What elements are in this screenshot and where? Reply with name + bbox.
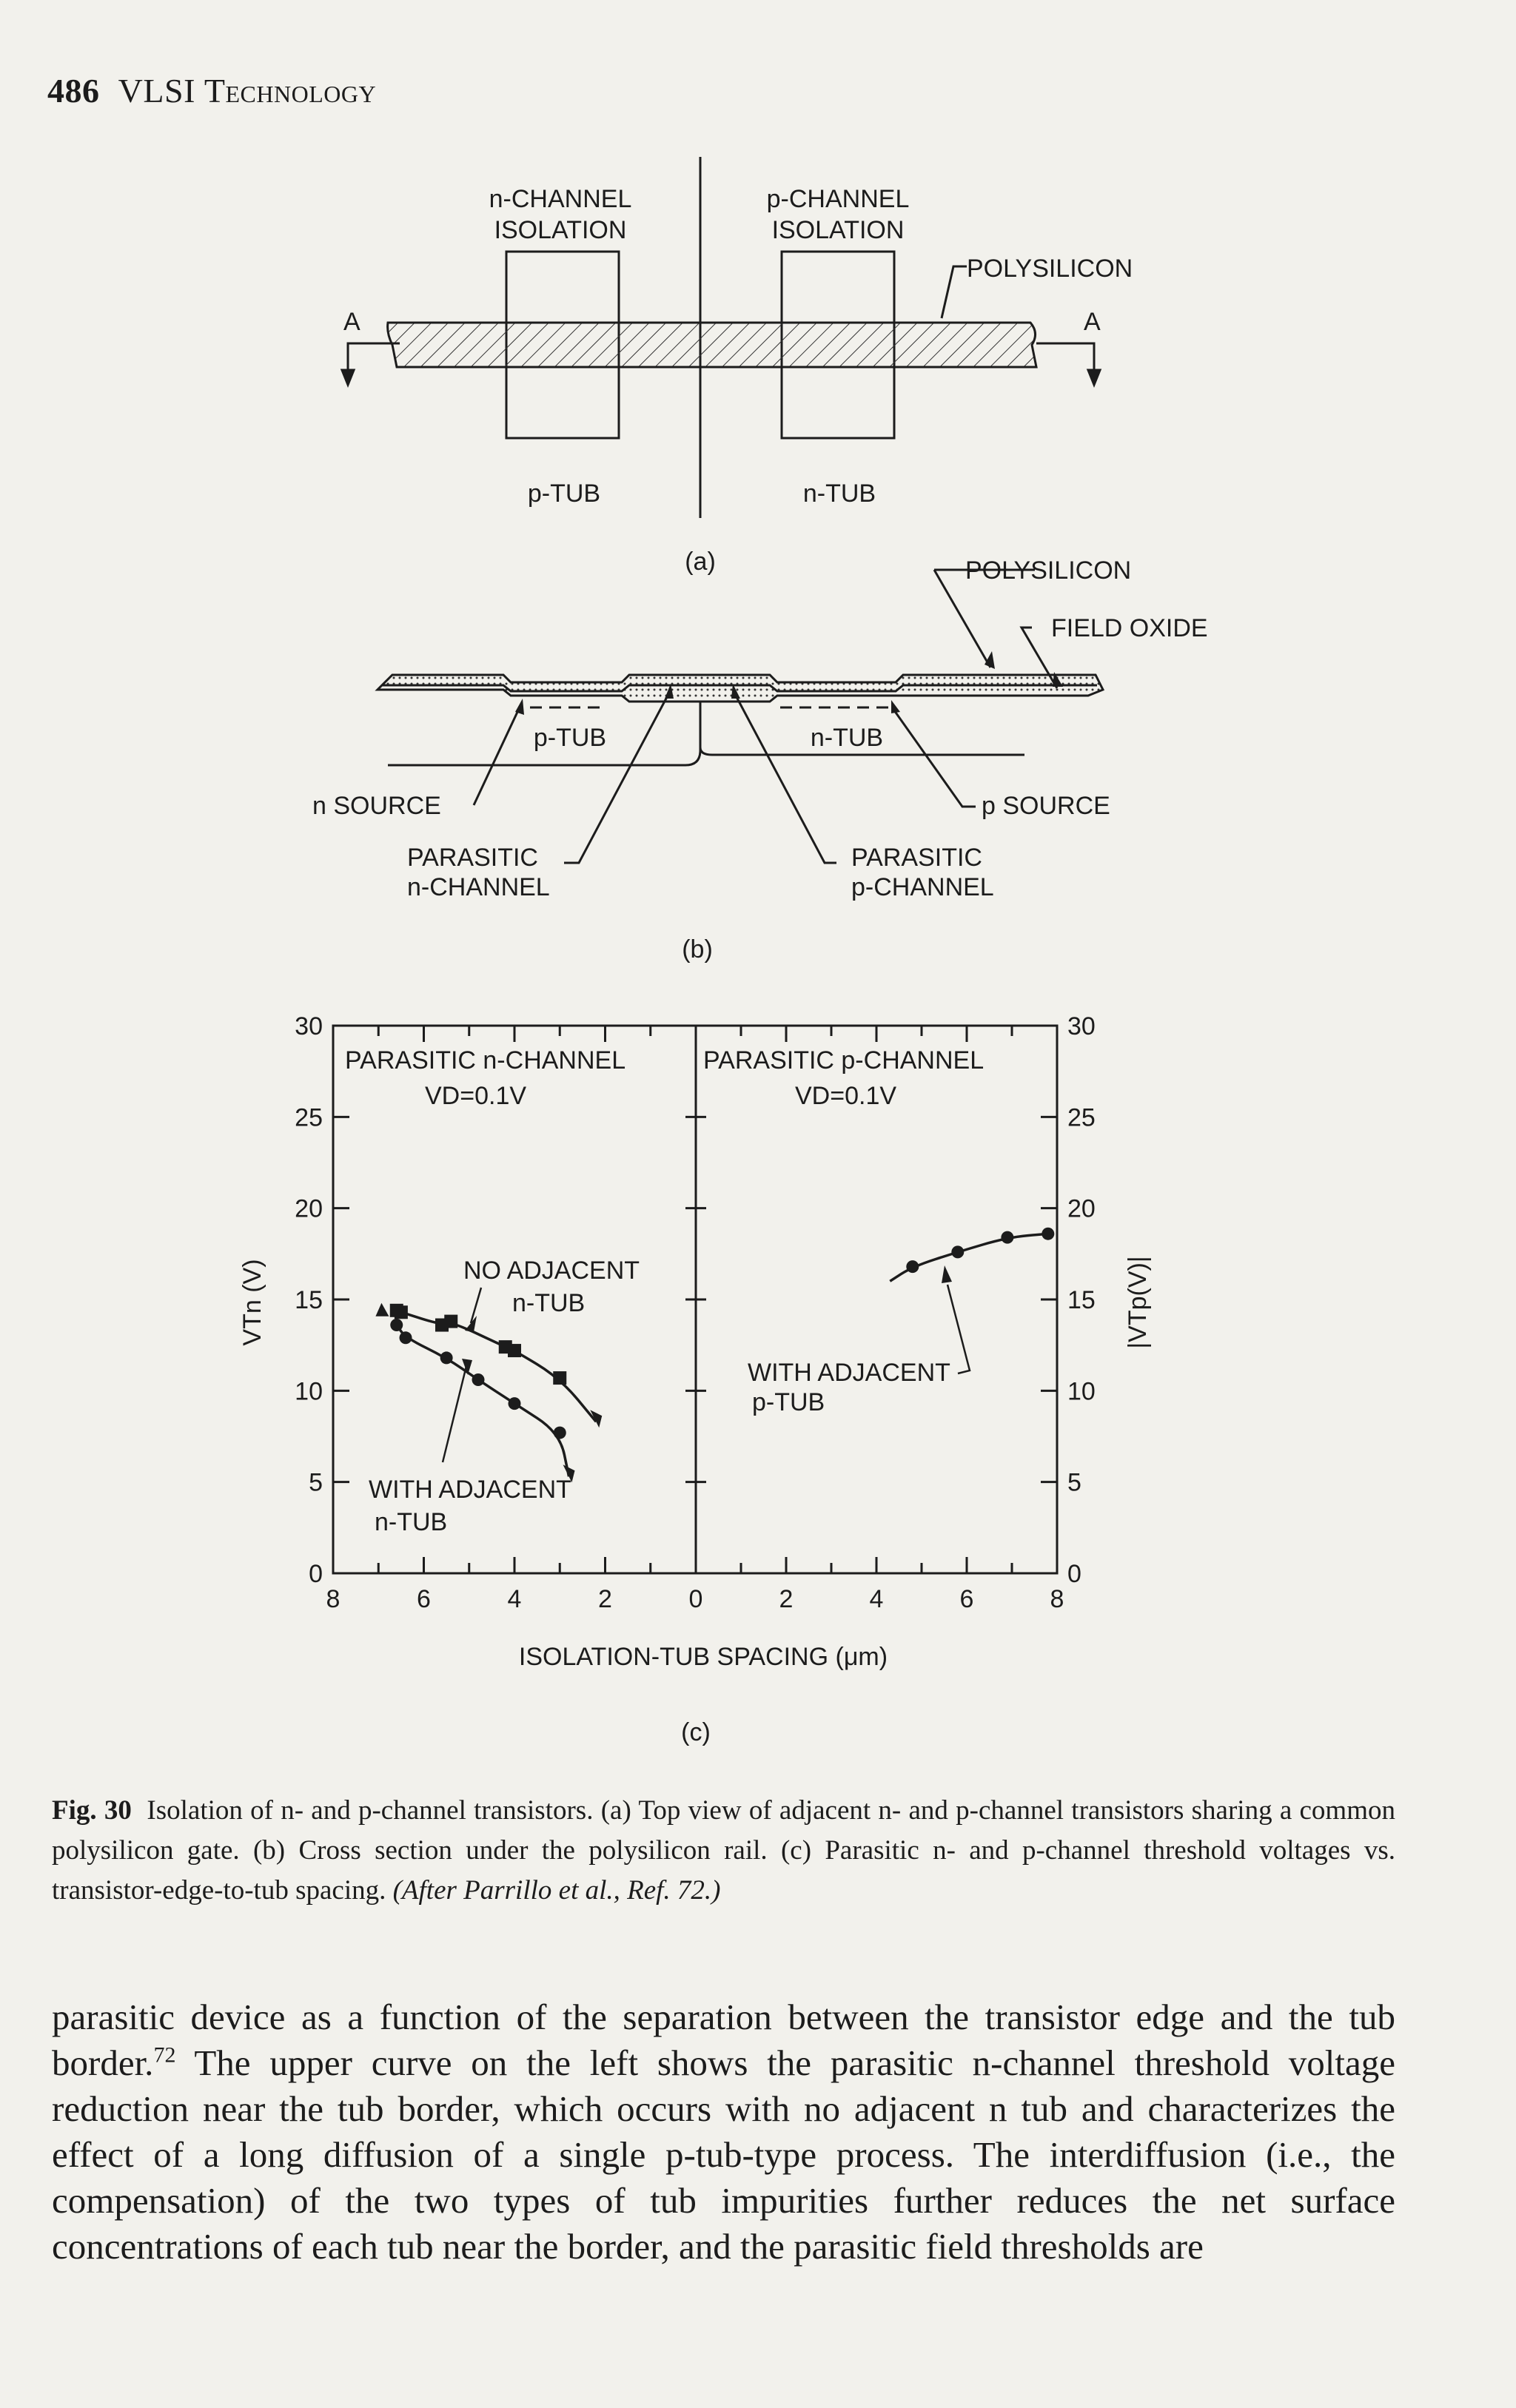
caption-text: Isolation of n- and p-channel transistors. (a) Top view of adjacent n- and p-channel transistors sharing a common polysilicon gate. (b) Cross section under the polysilicon rail. (c) Parasitic n- and p-channel threshold voltages vs. transistor-edge-to-tub spacing.: [52, 1795, 1395, 1906]
running-title-prefix: VLSI: [118, 72, 195, 110]
panel-a-labels: [343, 185, 1133, 576]
annotation-no-adjacent-1: NO ADJACENT: [463, 1257, 640, 1285]
section-marker-right: A: [1084, 308, 1101, 336]
right-x-tick-label: 2: [779, 1585, 794, 1613]
panel-c-chart: [238, 1012, 1152, 1746]
right-x-tick-label: 6: [959, 1585, 974, 1613]
data-point-triangle: [375, 1303, 389, 1316]
curve-end-arrow: [590, 1410, 602, 1427]
parasitic-p-leader: [736, 696, 836, 863]
data-point-circle: [906, 1260, 919, 1273]
x-axis-label: ISOLATION-TUB SPACING (μm): [518, 1643, 888, 1671]
data-point-circle: [1042, 1228, 1054, 1240]
data-point-circle: [400, 1331, 412, 1344]
n-tub-label-b: n-TUB: [810, 724, 884, 752]
section-a-right-arrow: [1088, 370, 1100, 385]
right-y-tick-label: 30: [1067, 1012, 1096, 1040]
p-tub-label-b: p-TUB: [533, 724, 607, 752]
parasitic-p-label-1: PARASITIC: [851, 844, 982, 872]
polysilicon-rail: [388, 323, 1036, 367]
polysilicon-label-b: POLYSILICON: [965, 556, 1132, 585]
caption-source: (After Parrillo et al., Ref. 72.): [392, 1875, 721, 1906]
panel-c-label: (c): [681, 1718, 711, 1746]
body-paragraph: [52, 1994, 1395, 2270]
data-point-circle: [472, 1373, 485, 1386]
data-point-square: [553, 1371, 566, 1385]
data-point-circle: [1001, 1231, 1013, 1244]
parasitic-n-label-1: PARASITIC: [407, 844, 538, 872]
data-point-circle: [554, 1427, 566, 1439]
page-number: 486: [47, 72, 100, 110]
fit-curve-left-1: [397, 1325, 569, 1477]
left-chart-title: PARASITIC n-CHANNEL: [345, 1046, 626, 1074]
panel-a-label: (a): [685, 548, 716, 576]
field-oxide-layer: [378, 675, 1103, 702]
n-channel-isolation-label-1: n-CHANNEL: [489, 185, 632, 213]
body-text-start: parasitic device as a function of the separation between the transistor edge and the tub border.: [52, 1997, 1395, 2083]
left-x-tick-label: 2: [598, 1585, 612, 1613]
right-y-tick-label: 20: [1067, 1194, 1096, 1223]
left-y-tick-label: 0: [309, 1560, 323, 1588]
left-y-tick-label: 30: [295, 1012, 323, 1040]
left-y-tick-label: 5: [309, 1468, 323, 1497]
data-point-circle: [440, 1351, 453, 1364]
parasitic-n-label-2: n-CHANNEL: [407, 873, 550, 901]
right-x-tick-label: 8: [1050, 1585, 1064, 1613]
p-tub-label-a: p-TUB: [527, 480, 601, 508]
field-oxide-label: FIELD OXIDE: [1051, 614, 1208, 642]
right-y-tick-label: 15: [1067, 1286, 1096, 1314]
right-y-tick-label: 5: [1067, 1468, 1081, 1497]
data-point-circle: [509, 1397, 521, 1410]
section-marker-left: A: [343, 308, 360, 336]
right-x-tick-label: 4: [869, 1585, 884, 1613]
data-point-square: [395, 1305, 408, 1319]
right-y-axis-label: |VTp(V)|: [1124, 1256, 1152, 1349]
parasitic-p-label-2: p-CHANNEL: [851, 873, 994, 901]
n-channel-isolation-label-2: ISOLATION: [494, 216, 627, 244]
left-y-tick-label: 10: [295, 1377, 323, 1406]
polysilicon-label-a: POLYSILICON: [967, 255, 1133, 283]
panel-b-labels: [312, 556, 1208, 963]
left-y-axis-label: VTn (V): [238, 1259, 266, 1346]
caption-fig-label: Fig. 30: [52, 1795, 132, 1826]
right-y-tick-label: 10: [1067, 1377, 1096, 1406]
reference-superscript: 72: [153, 2042, 176, 2068]
panel-b-label: (b): [682, 935, 713, 963]
n-source-leader: [474, 710, 518, 805]
data-point-circle: [951, 1245, 964, 1258]
annotation-with-adjacent-p-2: p-TUB: [752, 1388, 825, 1416]
p-source-label: p SOURCE: [982, 792, 1110, 820]
section-a-right-line: [1036, 343, 1094, 376]
data-point-circle: [390, 1319, 403, 1331]
right-y-tick-label: 0: [1067, 1560, 1081, 1588]
p-source-leader: [894, 710, 976, 807]
running-title-word: Technology: [204, 72, 377, 110]
figure-caption: [52, 1791, 1395, 1911]
left-x-tick-label: 4: [507, 1585, 522, 1613]
left-y-tick-label: 20: [295, 1194, 323, 1223]
fit-curve-left-0: [397, 1311, 597, 1422]
annotation-with-adjacent-p-1: WITH ADJACENT: [748, 1359, 950, 1387]
section-a-left-arrow: [342, 370, 354, 385]
with-adjacent-n-leader: [443, 1366, 466, 1462]
annotation-with-adjacent-n-2: n-TUB: [375, 1508, 448, 1536]
left-chart-subtitle: VD=0.1V: [425, 1082, 527, 1110]
data-point-square: [444, 1315, 457, 1328]
left-y-tick-label: 25: [295, 1103, 323, 1132]
right-y-tick-label: 25: [1067, 1103, 1096, 1132]
panel-a-top-view: [342, 157, 1100, 518]
left-x-tick-label: 0: [688, 1585, 703, 1613]
parasitic-n-leader: [564, 696, 668, 863]
left-x-tick-label: 6: [417, 1585, 431, 1613]
p-channel-isolation-label-2: ISOLATION: [771, 216, 905, 244]
n-tub-label-a: n-TUB: [802, 480, 876, 508]
body-text-end: The upper curve on the left shows the parasitic n-channel threshold voltage reduction near the tub border, which occurs with no adjacent n tub and characterizes the effect of a long diffusion of a single p-tub-type process. The interdiffusion (i.e., the compensation) of the two types of tub impurities further reduces the net surface concentrations of each tub near the border, and the parasitic field thresholds are: [52, 2042, 1395, 2267]
data-point-square: [508, 1344, 521, 1357]
n-source-label: n SOURCE: [312, 792, 441, 820]
right-chart-subtitle: VD=0.1V: [795, 1082, 897, 1110]
right-chart-title: PARASITIC p-CHANNEL: [703, 1046, 985, 1074]
polysilicon-leader: [942, 266, 967, 318]
with-adjacent-p-leader: [948, 1285, 970, 1373]
left-y-tick-label: 15: [295, 1286, 323, 1314]
p-channel-isolation-label-1: p-CHANNEL: [766, 185, 910, 213]
annotation-no-adjacent-2: n-TUB: [512, 1289, 586, 1317]
annotation-with-adjacent-n-1: WITH ADJACENT: [369, 1476, 571, 1504]
fit-curve-right-0: [890, 1234, 1048, 1281]
left-x-tick-label: 8: [326, 1585, 341, 1613]
